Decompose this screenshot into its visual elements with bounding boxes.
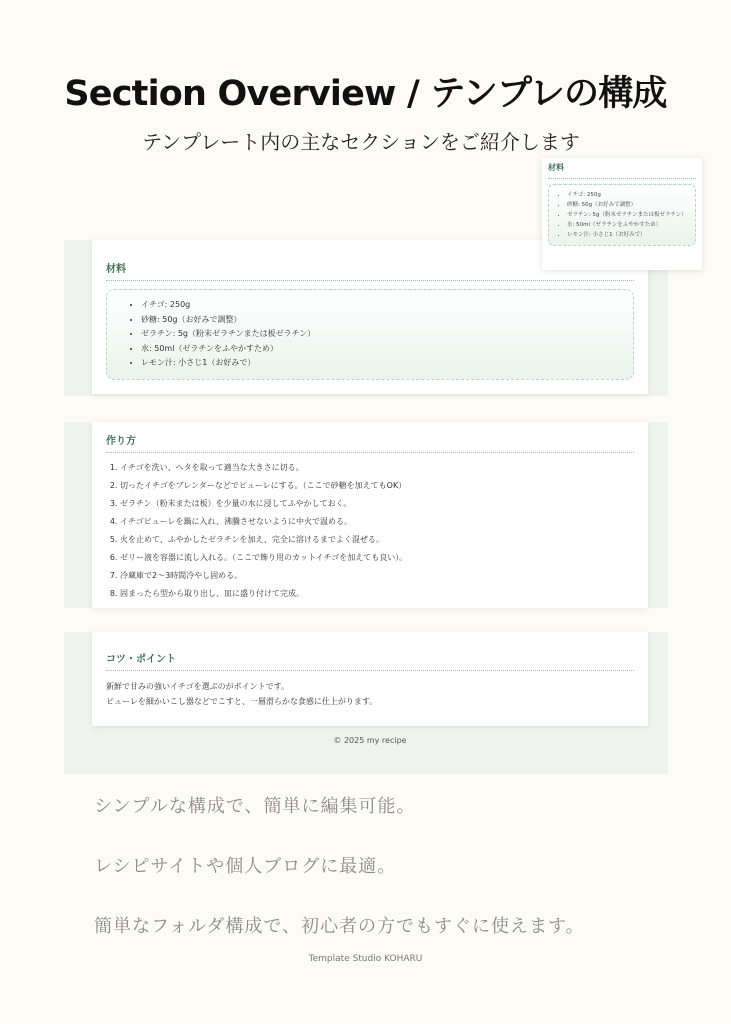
- steps-heading: 作り方: [106, 432, 634, 453]
- tips-card: [92, 632, 648, 726]
- steps-list: [106, 459, 634, 603]
- feature-line: レシピサイトや個人ブログに最適。: [94, 856, 397, 877]
- ingredients-preview-card: [542, 158, 702, 270]
- list-item: 3. ゼラチン（粉末または板）を少量の水に浸してふやかしておく。: [120, 495, 634, 513]
- page-title: Section Overview / テンプレの構成: [64, 74, 667, 114]
- ingredients-box: [106, 289, 634, 380]
- list-item: 2. 切ったイチゴをブレンダーなどでピューレにする。（ここで砂糖を加えてもOK）: [120, 477, 634, 495]
- steps-card: [92, 422, 648, 608]
- list-item: • レモン汁: 小さじ1（お好みで）: [141, 356, 623, 371]
- tip-line: ピューレを細かいこし器などでこすと、一層滑らかな食感に仕上がります。: [106, 696, 378, 706]
- list-item: 8. 固まったら型から取り出し、皿に盛り付けて完成。: [120, 585, 634, 603]
- ingredients-list: [131, 298, 623, 371]
- feature-line: シンプルな構成で、簡単に編集可能。: [94, 796, 416, 817]
- credit-text: Template Studio KOHARU: [308, 954, 423, 964]
- preview-list: [561, 190, 691, 240]
- tips-panel: [64, 632, 668, 774]
- list-item: 4. イチゴピューレを鍋に入れ、沸騰させないように中火で温める。: [120, 513, 634, 531]
- preview-heading: 材料: [548, 162, 696, 179]
- list-item: • レモン汁: 小さじ1（お好みで）: [567, 230, 691, 240]
- tip-line: 新鮮で甘みの強いイチゴを選ぶのがポイントです。: [106, 682, 290, 691]
- footer-copyright: © 2025 my recipe: [333, 736, 407, 745]
- list-item: • ゼラチン: 5g（粉末ゼラチンまたは板ゼラチン）: [567, 210, 691, 220]
- list-item: 7. 冷蔵庫で2〜3時間冷やし固める。: [120, 567, 634, 585]
- list-item: • イチゴ: 250g: [141, 298, 623, 313]
- tips-heading: コツ・ポイント: [106, 650, 634, 671]
- list-item: • ゼラチン: 5g（粉末ゼラチンまたは板ゼラチン）: [141, 327, 623, 342]
- list-item: • 砂糖: 50g（お好みで調整）: [141, 313, 623, 328]
- list-item: 1. イチゴを洗い、ヘタを取って適当な大きさに切る。: [120, 459, 634, 477]
- list-item: 6. ゼリー液を容器に流し入れる。（ここで飾り用のカットイチゴを加えても良い）。: [120, 549, 634, 567]
- feature-line: 簡単なフォルダ構成で、初心者の方でもすぐに使えます。: [94, 916, 585, 937]
- ingredients-heading: 材料: [106, 260, 634, 281]
- list-item: • イチゴ: 250g: [567, 190, 691, 200]
- list-item: • 水: 50ml（ゼラチンをふやかすため）: [567, 220, 691, 230]
- page-subtitle: テンプレート内の主なセクションをご紹介します: [142, 130, 580, 154]
- list-item: 5. 火を止めて、ふやかしたゼラチンを加え、完全に溶けるまでよく混ぜる。: [120, 531, 634, 549]
- list-item: • 水: 50ml（ゼラチンをふやかすため）: [141, 342, 623, 357]
- steps-panel: [64, 422, 668, 608]
- preview-box: [548, 184, 696, 246]
- list-item: • 砂糖: 50g（お好みで調整）: [567, 200, 691, 210]
